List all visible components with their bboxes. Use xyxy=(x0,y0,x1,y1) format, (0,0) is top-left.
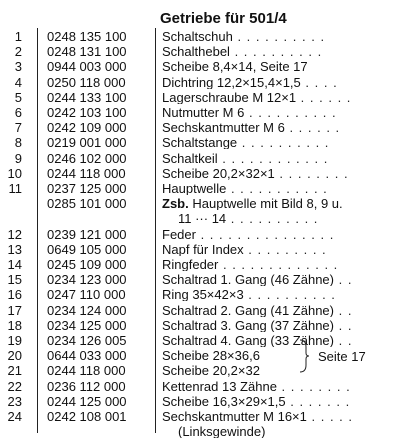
dot-leader: . . xyxy=(334,303,353,317)
part-description xyxy=(162,258,398,271)
position-number: 4 xyxy=(14,74,22,90)
position-number: 8 xyxy=(14,135,22,151)
position-number: 12 xyxy=(7,226,22,242)
brace-label: Seite 17 xyxy=(318,349,366,364)
part-description xyxy=(162,273,398,286)
part-description xyxy=(162,243,398,256)
dot-leader: . . xyxy=(334,334,353,347)
description-text: Feder xyxy=(162,227,196,241)
part-description xyxy=(162,136,398,149)
description-text: (Linksgewinde) xyxy=(178,425,266,439)
part-description xyxy=(162,395,398,408)
table-row xyxy=(0,243,400,258)
part-number: 0237 125 000 xyxy=(47,181,127,196)
part-number: 0250 118 000 xyxy=(47,74,126,90)
description-text: Ring 35×42×3 xyxy=(162,288,244,302)
position-number: 23 xyxy=(7,393,22,409)
part-number: 0242 103 100 xyxy=(47,105,127,120)
dot-leader: . . . . . . . . . . xyxy=(243,288,336,302)
part-description xyxy=(162,106,398,119)
dot-leader: . . . . . . . . . . . xyxy=(226,182,328,195)
description-text: Napf für Index xyxy=(162,242,244,256)
description-text: Schaltkeil xyxy=(162,151,218,165)
part-description xyxy=(162,334,398,347)
position-number: 9 xyxy=(14,150,22,166)
table-row xyxy=(0,258,400,273)
position-number: 10 xyxy=(7,165,22,181)
dot-leader: . . . . xyxy=(300,75,338,89)
dot-leader: . . . . . . . . xyxy=(274,166,349,180)
table-row xyxy=(0,319,400,334)
assembly-prefix: Zsb. xyxy=(162,197,189,211)
brace-icon xyxy=(298,339,310,373)
description-text: Schaltstange xyxy=(162,136,238,150)
part-number: 0246 102 000 xyxy=(47,150,127,166)
part-number: 0219 001 000 xyxy=(47,135,127,151)
dot-leader: . . . . . . . . . . xyxy=(244,106,337,119)
description-text: Nutmutter M 6 xyxy=(162,106,245,119)
position-number: 20 xyxy=(7,348,22,364)
dot-leader: . . . . . . . . . . . . . . . xyxy=(195,227,335,241)
part-description xyxy=(162,30,398,43)
part-description xyxy=(162,319,398,332)
position-number: 7 xyxy=(14,120,22,136)
table-row xyxy=(0,60,400,75)
part-description xyxy=(162,121,398,134)
description-text: Schaltrad 2. Gang (41 Zähne) xyxy=(162,303,334,317)
part-number: 0248 135 100 xyxy=(47,29,127,44)
dot-leader: . . xyxy=(334,273,353,287)
dot-leader: . . . . . . . . . . xyxy=(229,45,323,59)
part-description xyxy=(162,197,398,210)
dot-leader: . . . . . . . . . . xyxy=(226,212,319,226)
position-number: 6 xyxy=(14,105,22,120)
table-row xyxy=(0,304,400,319)
part-description xyxy=(162,288,398,301)
table-row xyxy=(0,45,400,60)
position-number: 18 xyxy=(7,317,22,333)
dot-leader: . . . . . . xyxy=(284,121,341,135)
position-number: 5 xyxy=(14,89,22,105)
position-number: 11 xyxy=(8,181,22,196)
description-text: Dichtring 12,2×15,4×1,5 xyxy=(162,75,301,89)
position-number: 2 xyxy=(14,44,22,60)
description-text: Sechskantmutter M 16×1 xyxy=(162,410,307,423)
position-number: 24 xyxy=(7,409,22,424)
part-description xyxy=(162,76,398,89)
table-row xyxy=(0,288,400,303)
table-row xyxy=(0,212,400,227)
dot-leader: . . . . . . . . xyxy=(276,379,351,393)
dot-leader: . . . . . . . . . xyxy=(243,242,327,256)
description-text: Schaltrad 3. Gang (37 Zähne) xyxy=(162,318,334,332)
table-row xyxy=(0,76,400,91)
part-description xyxy=(162,60,398,73)
position-number: 22 xyxy=(7,378,22,394)
position-number: 1 xyxy=(14,29,22,44)
description-text: Scheibe 28×36,6 xyxy=(162,349,260,363)
part-description xyxy=(162,182,398,195)
part-description xyxy=(162,91,398,104)
description-text: Schaltrad 1. Gang (46 Zähne) xyxy=(162,273,334,287)
description-text: Hauptwelle mit Bild 8, 9 u. xyxy=(188,197,343,211)
table-row xyxy=(0,380,400,395)
table-row xyxy=(0,395,400,410)
part-number: 0244 133 100 xyxy=(47,89,127,105)
part-description xyxy=(162,304,398,317)
part-description xyxy=(178,425,400,438)
part-number: 0236 112 000 xyxy=(47,378,126,394)
part-description xyxy=(162,45,398,58)
page-title: Getriebe für 501/4 xyxy=(160,10,287,27)
table-row xyxy=(0,167,400,182)
position-number: 16 xyxy=(7,287,22,303)
description-text: Scheibe 20,2×32 xyxy=(162,364,260,378)
part-description xyxy=(162,167,398,180)
position-number: 15 xyxy=(7,272,22,288)
part-number: 0239 121 000 xyxy=(47,226,127,242)
table-row xyxy=(0,152,400,167)
part-number: 0244 125 000 xyxy=(47,393,127,409)
position-number: 3 xyxy=(14,59,22,75)
dot-leader: . . . . . . . . . . . . xyxy=(217,151,329,165)
part-number: 0247 110 000 xyxy=(47,287,126,303)
description-text: Schaltschuh xyxy=(162,30,233,43)
part-number: 0245 109 000 xyxy=(47,257,127,272)
description-text: 11 ··· 14 xyxy=(178,212,227,226)
description-text: Schalthebel xyxy=(162,45,230,59)
table-row xyxy=(0,30,400,45)
description-text: Lagerschraube M 12×1 xyxy=(162,90,297,104)
description-text: Sechskantmutter M 6 xyxy=(162,121,285,135)
part-number: 0649 105 000 xyxy=(47,241,127,257)
part-number: 0644 033 000 xyxy=(47,348,127,364)
dot-leader: . . . . . . . . . . xyxy=(232,30,326,43)
part-number: 0242 108 001 xyxy=(47,409,127,424)
dot-leader: . . . . . . . . . . . . . xyxy=(218,258,339,271)
table-row xyxy=(0,91,400,106)
part-description xyxy=(162,152,398,165)
part-number: 0234 123 000 xyxy=(47,272,127,288)
description-text: Scheibe 16,3×29×1,5 xyxy=(162,394,286,408)
part-description xyxy=(162,228,398,241)
table-row xyxy=(0,364,400,379)
table-row xyxy=(0,121,400,136)
part-description xyxy=(178,212,400,225)
dot-leader: . . . . . xyxy=(306,410,354,423)
description-text: Hauptwelle xyxy=(162,182,227,195)
position-number: 19 xyxy=(7,333,22,348)
description-text: Scheibe 8,4×14, Seite 17 xyxy=(162,60,308,74)
part-number: 0242 109 000 xyxy=(47,120,127,136)
part-number: 0234 125 000 xyxy=(47,317,127,333)
part-description xyxy=(162,380,398,393)
description-text: Kettenrad 13 Zähne xyxy=(162,379,277,393)
table-row xyxy=(0,182,400,197)
position-number: 14 xyxy=(7,257,22,272)
part-number: 0248 131 100 xyxy=(47,44,127,60)
table-row xyxy=(0,106,400,121)
position-number: 13 xyxy=(7,241,22,257)
part-number: 0244 118 000 xyxy=(47,165,126,181)
part-description xyxy=(162,364,398,377)
table-row xyxy=(0,273,400,288)
part-number: 0234 126 005 xyxy=(47,333,127,348)
description-text: Schaltrad 4. Gang (33 Zähne) xyxy=(162,334,334,347)
part-description xyxy=(162,410,398,423)
table-row xyxy=(0,410,400,425)
description-text: Scheibe 20,2×32×1 xyxy=(162,166,275,180)
dot-leader: . . xyxy=(334,318,353,332)
dot-leader: . . . . . . . xyxy=(285,394,351,408)
part-number: 0234 124 000 xyxy=(47,302,127,318)
table-row xyxy=(0,334,400,349)
dot-leader: . . . . . . . . . . xyxy=(237,136,330,150)
table-row xyxy=(0,228,400,243)
part-number: 0944 003 000 xyxy=(47,59,127,75)
part-number: 0285 101 000 xyxy=(47,196,127,212)
position-number: 17 xyxy=(7,302,22,318)
dot-leader: . . . . . . xyxy=(296,90,352,104)
part-number: 0244 118 000 xyxy=(47,363,126,379)
table-row xyxy=(0,136,400,151)
table-row xyxy=(0,197,400,212)
position-number: 21 xyxy=(7,363,22,379)
description-text: Ringfeder xyxy=(162,258,219,271)
